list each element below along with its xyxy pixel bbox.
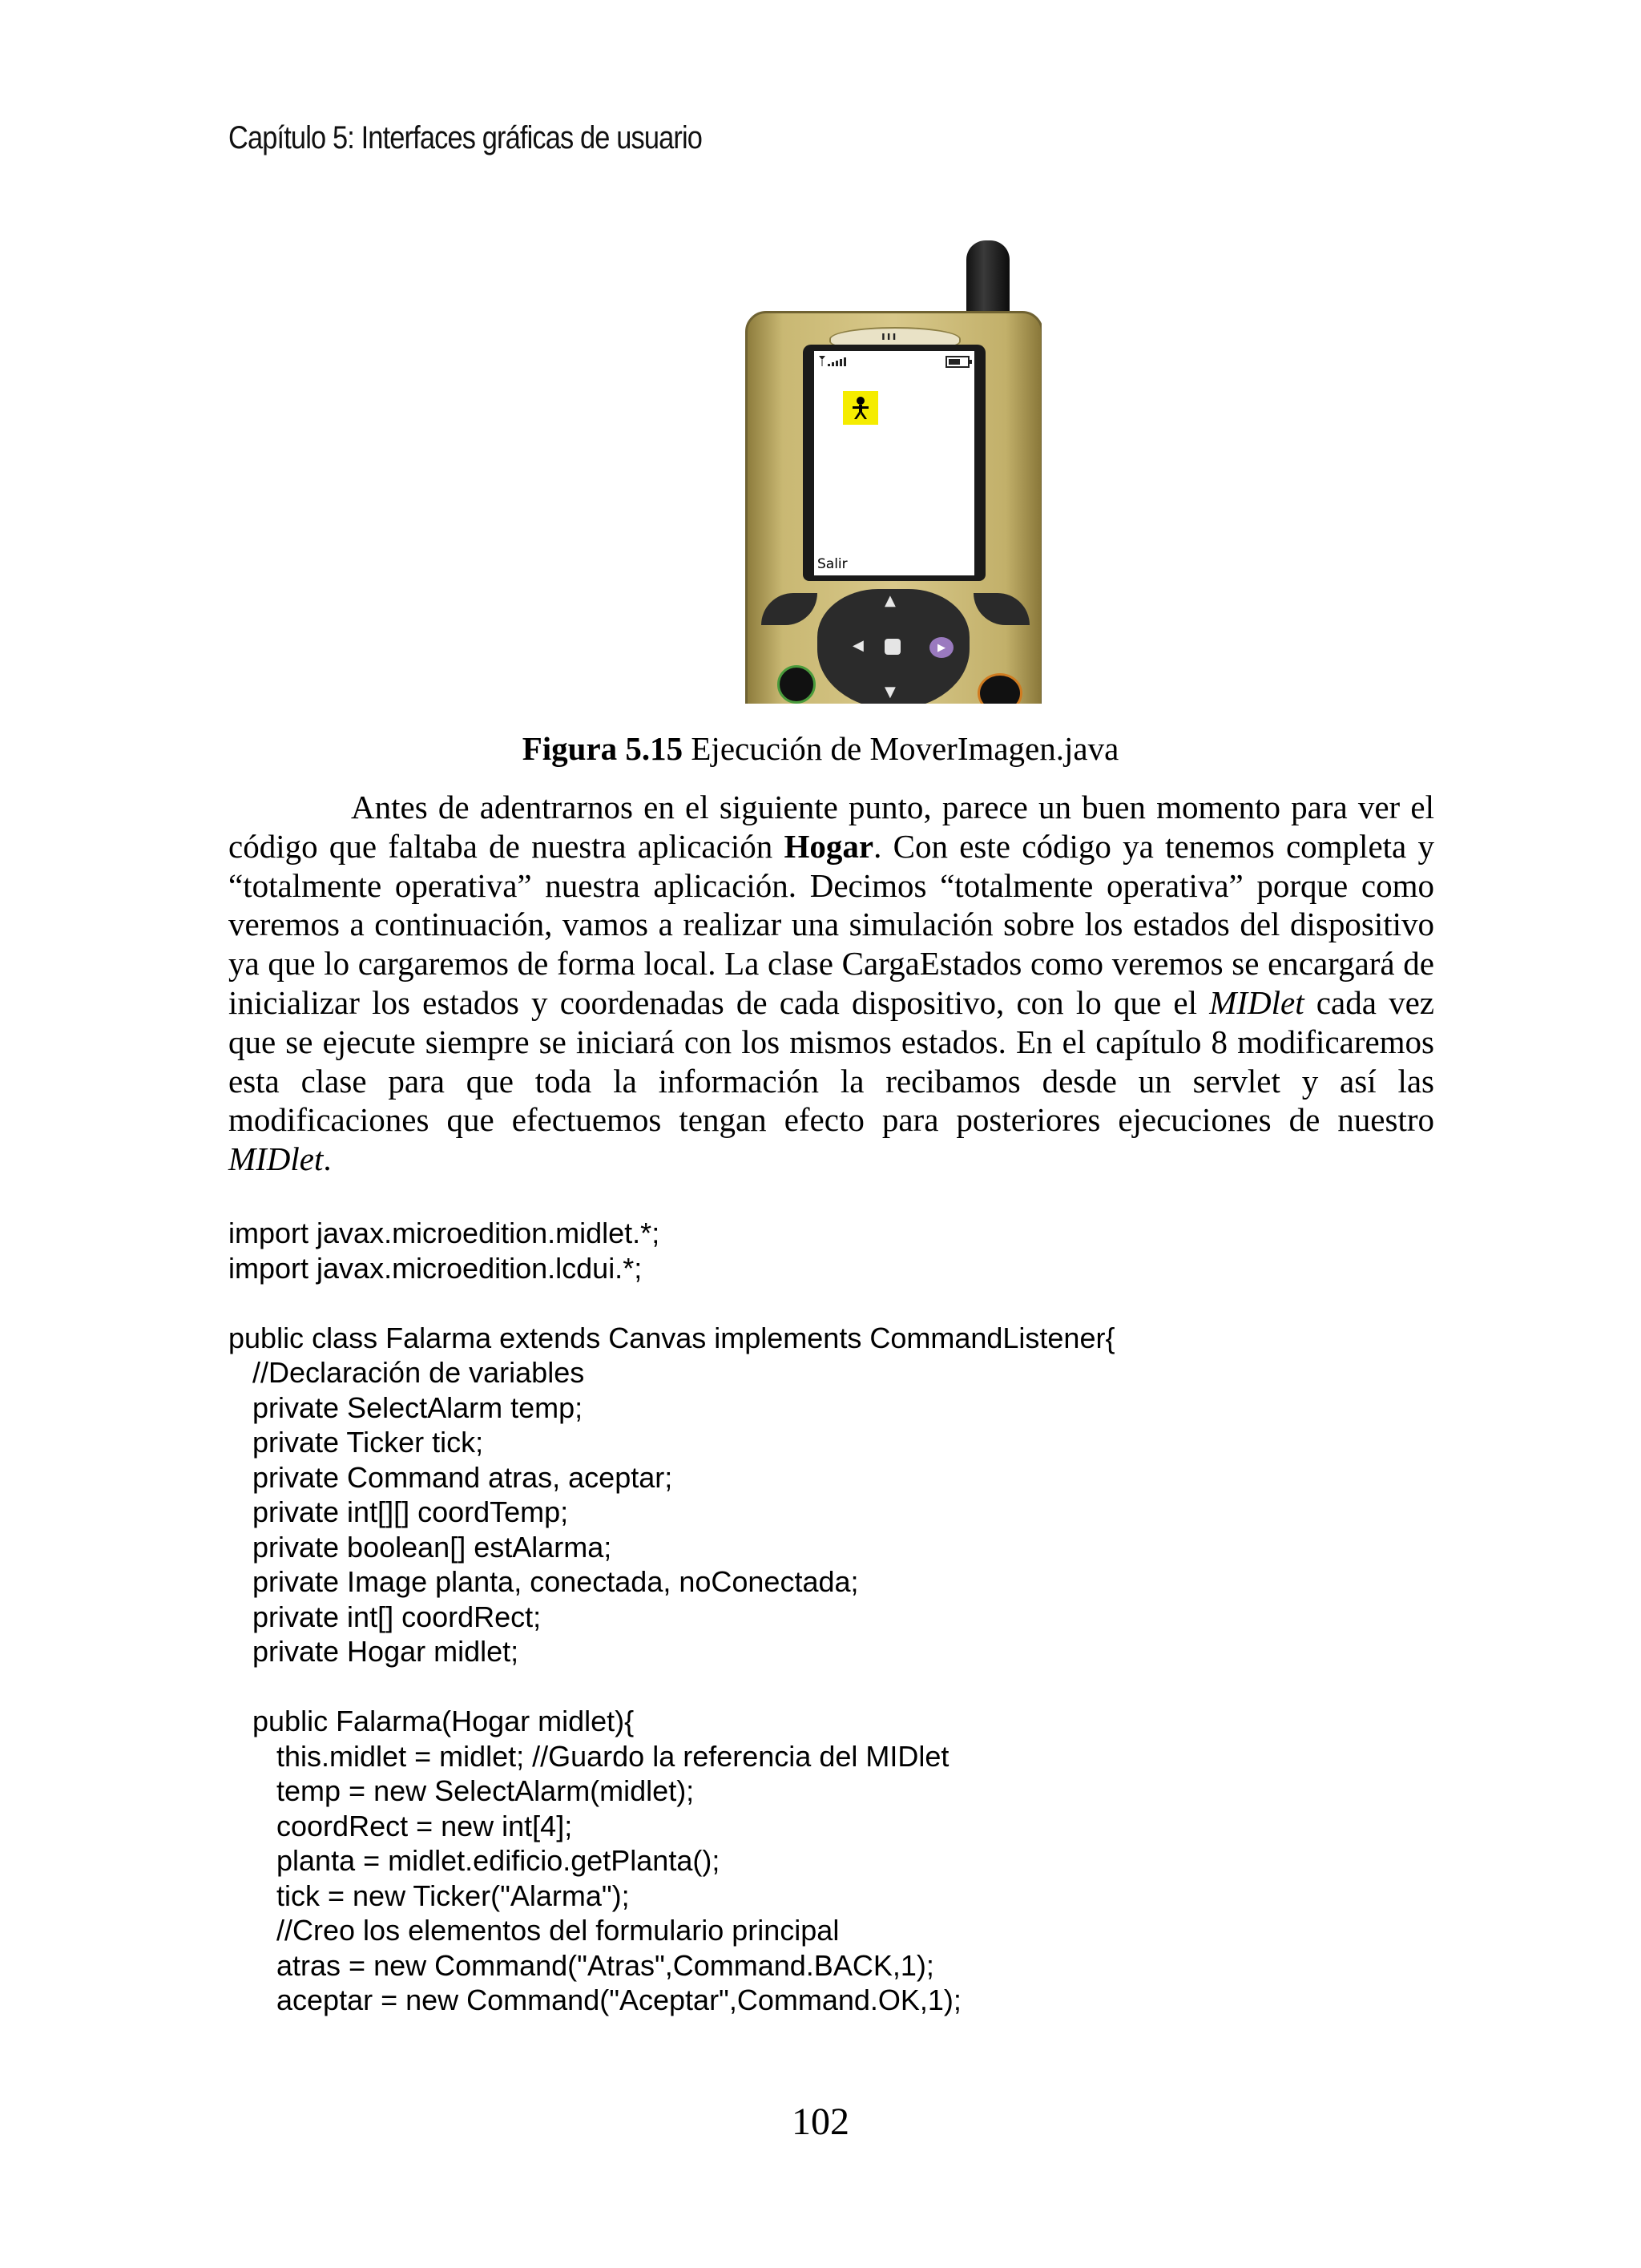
navigation-pad[interactable] [817, 589, 970, 704]
figure-caption [0, 729, 1641, 768]
app-name-hogar: Hogar [784, 827, 874, 865]
stick-figure-icon [849, 395, 873, 421]
paragraph-text: cada vez que se ejecute siempre se iniciará con los mismos estados. En el capítulo 8 modificaremos esta clase para que toda la información la recibamos desde un servlet y así las modificaciones que efectuemos tengan efecto para posteriores ejecuciones de nuestro [228, 983, 1434, 1139]
moving-sprite-image [843, 391, 878, 425]
phone-emulator-figure [745, 240, 1042, 704]
page-number: 102 [792, 2101, 849, 2143]
chapter-header: Capítulo 5: Interfaces gráficas de usuario [228, 120, 703, 155]
code-listing: import javax.microedition.midlet.*; import javax.microedition.lcdui.*; public class Falarma extends Canvas implements CommandListener{ //Declaración de variables private SelectAlarm temp; private Ticker tick; private Command atras, aceptar; private int[][] coordTemp; private boolean[] estAlarma; private Image planta, conectada, noConectada; private int[] coordRect; private Hogar midlet; public Falarma(Hogar midlet){ this.midlet = midlet; //Guardo la referencia del MIDlet temp = new SelectAlarm(midlet); coordRect = new int[4]; planta = midlet.edificio.getPlanta(); tick = new Ticker("Alarma"); //Creo los elementos del formulario principal atras = new Command("Atras",Command.BACK,1); aceptar = new Command("Aceptar",Command.OK,1); [228, 1217, 1115, 2016]
body-paragraph [228, 788, 1434, 1179]
arrow-up-icon[interactable]: ▲ [885, 592, 896, 609]
battery-icon [945, 356, 970, 368]
paragraph-text: . Con este código ya tenemos completa y “totalmente operativa” nuestra aplicación. Decimos “totalmente operativa” porque como veremos a continuación, vamos a realizar una simulación sobre los estados del dispositivo ya que lo cargaremos de forma local. La clase CargaEstados como veremos se encargará de inicializar los estados y coordenadas de cada dispositivo, con lo que el [228, 827, 1435, 1021]
paragraph-text: Antes de adentrarnos en el siguiente punto, parece un buen momento para ver el código que faltaba de nuestra aplicación [228, 789, 1434, 865]
figure-caption-text: Ejecución de MoverImagen.java [683, 730, 1119, 767]
arrow-left-icon[interactable]: ◀ [853, 637, 864, 654]
arrow-down-icon[interactable]: ▼ [885, 684, 896, 700]
figure-caption-label: Figura 5.15 [522, 730, 683, 767]
paragraph-text: . [323, 1140, 332, 1178]
softkey-salir[interactable]: Salir [817, 556, 848, 572]
signal-strength-icon [817, 354, 849, 367]
call-key[interactable] [777, 665, 816, 704]
arrow-right-icon[interactable]: ▶ [929, 637, 954, 658]
center-select-button[interactable] [885, 639, 901, 655]
term-midlet: MIDlet [228, 1140, 324, 1178]
term-midlet: MIDlet [1209, 983, 1304, 1021]
speaker-icon: ııı [881, 330, 898, 343]
phone-screen [814, 351, 974, 575]
